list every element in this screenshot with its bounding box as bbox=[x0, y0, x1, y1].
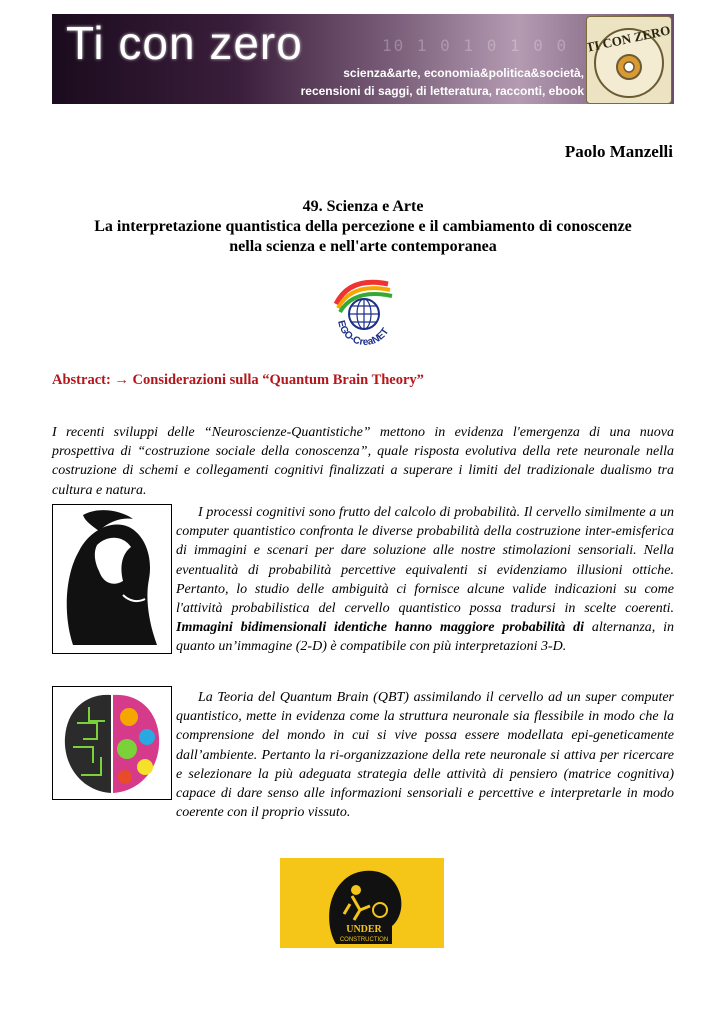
optical-illusion-image bbox=[52, 504, 172, 654]
title-line-2: La interpretazione quantistica della percezione e il cambiamento di conoscenze bbox=[94, 218, 632, 235]
title-line-3: nella scienza e nell'arte contemporanea bbox=[229, 238, 497, 255]
author-name: Paolo Manzelli bbox=[564, 142, 673, 161]
binary-decoration: 10 1 0 1 0 1 0 0 bbox=[382, 36, 569, 55]
masthead-banner bbox=[52, 14, 674, 104]
under-text: UNDER bbox=[346, 924, 382, 935]
title-line-1: 49. Scienza e Arte bbox=[302, 198, 424, 215]
ego-creanet-logo bbox=[330, 274, 400, 351]
masthead-tagline-2: recensioni di saggi, di letteratura, racconti, ebook bbox=[300, 84, 584, 98]
paragraph-1-tail: alternanza, in quanto un’immagine (2-D) è compatibile con più interpretazioni 3-D. bbox=[176, 620, 675, 655]
logo-text: TI CON ZERO bbox=[587, 22, 671, 55]
masthead-tagline-1: scienza&arte, economia&politica&società, bbox=[343, 66, 584, 80]
paragraph-cognitive-processes bbox=[176, 503, 674, 657]
brain-illustration bbox=[52, 686, 172, 800]
ticonzero-logo bbox=[586, 16, 672, 104]
masthead-title: Ti con zero bbox=[66, 17, 303, 69]
intro-paragraph: I recenti sviluppi delle “Neuroscienze-Quantistiche” mettono in evidenza l'emergenza di una nuova prospettiva di “costruzione sociale della conoscenza”, quale risposta evolutiva della rete neuronale nella costruzione di schemi e collegamenti cognitivi finalizzati a superare i limiti del tradizionale dualismo tra cultura e natura. bbox=[52, 425, 674, 498]
paragraph-1-bold: Immagini bidimensionali identiche hanno maggiore probabilità di bbox=[176, 620, 585, 636]
abstract-heading: Abstract: → Considerazioni sulla “Quantum Brain Theory” bbox=[52, 372, 424, 388]
ego-logo-text: EGO-CreaNET bbox=[335, 319, 392, 346]
construction-text: CONSTRUCTION bbox=[339, 937, 389, 943]
under-construction-image bbox=[280, 858, 444, 948]
paragraph-1-text: I processi cognitivi sono frutto del calcolo di probabilità. Il cervello similmente a un computer quantistico confronta le diverse probabilità della costruzione inter-emisferica di immagini e scenari per dare soluzione alle nostre stimolazioni sensoriali. Nella eventualità di probabilità percettive equivalenti si evidenziamo illusioni ottiche. Pertanto, lo studio delle ambiguità ci fornisce alcune valide indicazioni su come l'attività probabilistica del cervello quantistico possa tradursi in scelte coerenti. bbox=[176, 505, 674, 617]
paragraph-quantum-brain: La Teoria del Quantum Brain (QBT) assimilando il cervello ad un super computer quantistico, mette in evidenza come la struttura neuronale sia flessibile in modo che la comprensione del mondo in cui si vive possa essere modellata epi-geneticamente dall’ambiente. Pertanto la ri-organizzazione della rete neuronale si attiva per ricercare e selezionare la più adeguata strategia delle attività di pensiero (matrice cognitiva) capace di dare senso alle informazioni sensoriali e percettive e interpretarle in modo coerente con il proprio vissuto. bbox=[176, 690, 674, 821]
